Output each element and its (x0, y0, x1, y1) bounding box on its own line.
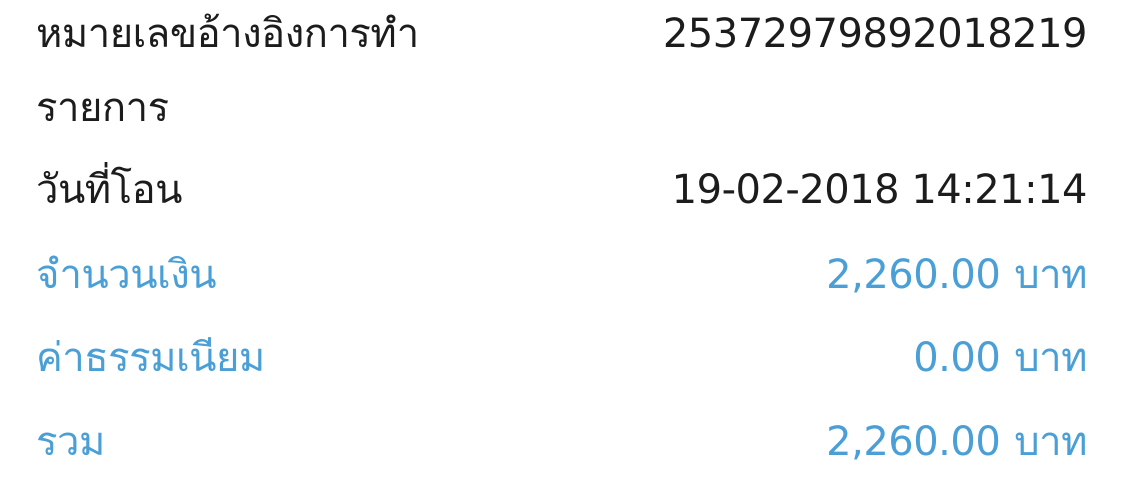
fee-unit: บาท (1014, 335, 1087, 381)
amount-row (36, 243, 1087, 307)
amount-value: 2,260.00 (826, 252, 1001, 298)
transfer-date-label: วันที่โอน (36, 167, 183, 213)
amount-value-group (826, 252, 1087, 298)
fee-value-group (913, 335, 1087, 381)
fee-value: 0.00 (913, 335, 1001, 381)
reference-number-value: 25372979892018219 (662, 11, 1087, 57)
amount-unit: บาท (1014, 252, 1087, 298)
total-label: รวม (36, 419, 105, 465)
item-label: รายการ (36, 85, 169, 131)
fee-label: ค่าธรรมเนียม (36, 335, 265, 381)
total-row (36, 410, 1087, 474)
reference-number-row (36, 2, 1087, 66)
transfer-date-value: 19-02-2018 14:21:14 (671, 167, 1087, 213)
total-value-group (826, 419, 1087, 465)
amount-label: จำนวนเงิน (36, 252, 217, 298)
total-unit: บาท (1014, 419, 1087, 465)
fee-row (36, 326, 1087, 390)
reference-number-label: หมายเลขอ้างอิงการทำ (36, 11, 419, 57)
transfer-date-row (36, 158, 1087, 222)
total-value: 2,260.00 (826, 419, 1001, 465)
item-row (36, 76, 1087, 140)
